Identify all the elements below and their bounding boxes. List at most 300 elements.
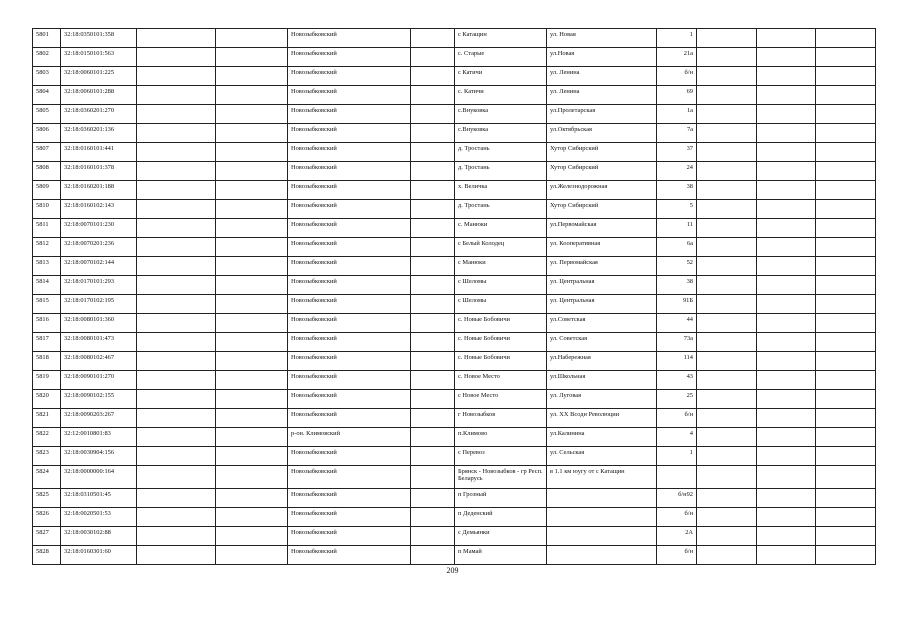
district: р-он. Климовский [288,428,411,447]
empty-cell-a [137,428,216,447]
empty-cell-f [816,105,876,124]
empty-cell-a [137,527,216,546]
empty-cell-e [757,143,816,162]
house-number: 1 [657,29,697,48]
locality: п.Климово [455,428,547,447]
empty-cell-d [697,219,757,238]
cadastral-number: 32:18:0160101:378 [61,162,137,181]
row-number: 5824 [33,466,61,489]
table-row [33,124,876,143]
house-number: б/н92 [657,489,697,508]
empty-cell-e [757,200,816,219]
empty-cell-f [816,162,876,181]
row-number: 5810 [33,200,61,219]
empty-cell-a [137,48,216,67]
cadastral-number: 32:18:0360201:270 [61,105,137,124]
street: ул.Школьная [547,371,657,390]
house-number: 5 [657,200,697,219]
empty-cell-f [816,257,876,276]
district: Новозыбковский [288,447,411,466]
empty-cell-c [411,295,455,314]
empty-cell-c [411,447,455,466]
cadastral-number: 32:18:0350101:358 [61,29,137,48]
street: ул.Пролетарская [547,105,657,124]
empty-cell-b [216,466,288,489]
empty-cell-c [411,527,455,546]
row-number: 5826 [33,508,61,527]
empty-cell-a [137,295,216,314]
empty-cell-b [216,29,288,48]
empty-cell-a [137,489,216,508]
locality: с. Новые Бобовичи [455,333,547,352]
empty-cell-e [757,238,816,257]
empty-cell-a [137,219,216,238]
cadastral-number: 32:18:0090101:270 [61,371,137,390]
locality: п Мамай [455,546,547,565]
empty-cell-c [411,409,455,428]
locality: с Новое Место [455,390,547,409]
table-row [33,466,876,489]
empty-cell-f [816,295,876,314]
locality: с Белый Колодец [455,238,547,257]
table-row [33,143,876,162]
cadastral-number: 32:18:0160101:441 [61,143,137,162]
empty-cell-d [697,29,757,48]
locality: с. Манюки [455,219,547,238]
district: Новозыбковский [288,371,411,390]
empty-cell-f [816,447,876,466]
cadastral-number: 32:18:0070101:230 [61,219,137,238]
empty-cell-c [411,200,455,219]
empty-cell-e [757,181,816,200]
row-number: 5804 [33,86,61,105]
empty-cell-d [697,546,757,565]
row-number: 5814 [33,276,61,295]
empty-cell-b [216,527,288,546]
empty-cell-f [816,333,876,352]
row-number: 5801 [33,29,61,48]
empty-cell-f [816,428,876,447]
empty-cell-b [216,371,288,390]
empty-cell-f [816,527,876,546]
registry-table [32,28,876,565]
table-row [33,371,876,390]
locality: с. Новые Бобовичи [455,314,547,333]
row-number: 5828 [33,546,61,565]
empty-cell-f [816,390,876,409]
locality: с Катащин [455,29,547,48]
house-number: 38 [657,181,697,200]
locality: д. Тростань [455,162,547,181]
empty-cell-b [216,181,288,200]
street [547,546,657,565]
empty-cell-e [757,105,816,124]
empty-cell-a [137,447,216,466]
house-number: 69 [657,86,697,105]
empty-cell-a [137,371,216,390]
cadastral-number: 32:18:0090102:155 [61,390,137,409]
empty-cell-a [137,105,216,124]
table-row [33,546,876,565]
empty-cell-e [757,447,816,466]
empty-cell-a [137,466,216,489]
empty-cell-a [137,86,216,105]
empty-cell-d [697,314,757,333]
empty-cell-a [137,352,216,371]
empty-cell-b [216,508,288,527]
street: ул. Советская [547,333,657,352]
empty-cell-b [216,219,288,238]
street: ул.Набережная [547,352,657,371]
empty-cell-d [697,143,757,162]
district: Новозыбковский [288,162,411,181]
locality: х. Величка [455,181,547,200]
table-row [33,238,876,257]
empty-cell-d [697,257,757,276]
empty-cell-f [816,546,876,565]
table-row [33,105,876,124]
empty-cell-b [216,86,288,105]
cadastral-number: 32:18:0080101:473 [61,333,137,352]
empty-cell-e [757,466,816,489]
street: ул. Центральная [547,295,657,314]
table-row [33,447,876,466]
row-number: 5808 [33,162,61,181]
empty-cell-c [411,219,455,238]
house-number: 52 [657,257,697,276]
row-number: 5818 [33,352,61,371]
empty-cell-d [697,276,757,295]
table-row [33,219,876,238]
cadastral-number: 32:18:0170101:293 [61,276,137,295]
street [547,508,657,527]
empty-cell-c [411,489,455,508]
empty-cell-e [757,352,816,371]
locality: с Шеломы [455,276,547,295]
table-row [33,314,876,333]
house-number: 21а [657,48,697,67]
empty-cell-a [137,29,216,48]
district: Новозыбковский [288,276,411,295]
empty-cell-a [137,546,216,565]
cadastral-number: 32:12:0010801:83 [61,428,137,447]
street: в 1.1 км юугу от с Катащин [547,466,657,489]
empty-cell-e [757,314,816,333]
row-number: 5823 [33,447,61,466]
table-row [33,527,876,546]
street: ул. Первомайская [547,257,657,276]
empty-cell-f [816,29,876,48]
empty-cell-e [757,86,816,105]
district: Новозыбковский [288,143,411,162]
empty-cell-d [697,162,757,181]
house-number: 114 [657,352,697,371]
empty-cell-e [757,257,816,276]
locality: г Новозыбков [455,409,547,428]
empty-cell-f [816,48,876,67]
cadastral-number: 32:18:0160301:60 [61,546,137,565]
registry-body [33,29,876,565]
table-row [33,409,876,428]
district: Новозыбковский [288,333,411,352]
empty-cell-b [216,105,288,124]
street: Хутор Сибирский [547,162,657,181]
locality: с.Внуковка [455,124,547,143]
empty-cell-d [697,409,757,428]
table-row [33,200,876,219]
street: ул. ХХ Всодн Революции [547,409,657,428]
empty-cell-a [137,333,216,352]
district: Новозыбковский [288,546,411,565]
empty-cell-c [411,352,455,371]
table-row [33,67,876,86]
empty-cell-c [411,508,455,527]
table-row [33,48,876,67]
house-number: 37 [657,143,697,162]
locality: с Перевоз [455,447,547,466]
empty-cell-c [411,428,455,447]
locality: п Грозный [455,489,547,508]
empty-cell-c [411,546,455,565]
empty-cell-e [757,29,816,48]
cadastral-number: 32:18:0160201:188 [61,181,137,200]
cadastral-number: 32:18:0080101:360 [61,314,137,333]
empty-cell-e [757,219,816,238]
district: Новозыбковский [288,200,411,219]
street: Хутор Сибирский [547,200,657,219]
empty-cell-a [137,409,216,428]
empty-cell-e [757,276,816,295]
empty-cell-a [137,276,216,295]
empty-cell-c [411,162,455,181]
house-number: 44 [657,314,697,333]
empty-cell-d [697,86,757,105]
district: Новозыбковский [288,67,411,86]
empty-cell-c [411,105,455,124]
empty-cell-b [216,314,288,333]
empty-cell-e [757,162,816,181]
empty-cell-e [757,428,816,447]
street: ул.Новая [547,48,657,67]
district: Новозыбковский [288,105,411,124]
district: Новозыбковский [288,466,411,489]
street: ул. Кооперативная [547,238,657,257]
district: Новозыбковский [288,489,411,508]
empty-cell-f [816,276,876,295]
empty-cell-e [757,409,816,428]
empty-cell-d [697,124,757,143]
street: ул. Ленина [547,67,657,86]
table-row [33,162,876,181]
house-number: 38 [657,276,697,295]
empty-cell-a [137,162,216,181]
empty-cell-d [697,105,757,124]
street: ул.Железнодорожная [547,181,657,200]
table-row [33,352,876,371]
empty-cell-d [697,200,757,219]
locality: с. Новое Место [455,371,547,390]
house-number: б/н [657,546,697,565]
cadastral-number: 32:18:0000000:164 [61,466,137,489]
street: ул. Сельская [547,447,657,466]
empty-cell-d [697,489,757,508]
empty-cell-f [816,352,876,371]
house-number: 91Б [657,295,697,314]
empty-cell-a [137,238,216,257]
district: Новозыбковский [288,238,411,257]
registry-sheet [32,28,875,565]
empty-cell-d [697,352,757,371]
empty-cell-b [216,489,288,508]
empty-cell-b [216,48,288,67]
street: ул. Ленина [547,86,657,105]
empty-cell-c [411,124,455,143]
district: Новозыбковский [288,508,411,527]
district: Новозыбковский [288,314,411,333]
empty-cell-e [757,489,816,508]
empty-cell-b [216,143,288,162]
cadastral-number: 32:18:0080102:467 [61,352,137,371]
row-number: 5809 [33,181,61,200]
empty-cell-b [216,276,288,295]
row-number: 5802 [33,48,61,67]
house-number: б/н [657,508,697,527]
district: Новозыбковский [288,390,411,409]
house-number: 1а [657,105,697,124]
locality: с Шеломы [455,295,547,314]
street: ул. Центральная [547,276,657,295]
empty-cell-c [411,466,455,489]
house-number: 25 [657,390,697,409]
empty-cell-d [697,466,757,489]
table-row [33,333,876,352]
row-number: 5803 [33,67,61,86]
cadastral-number: 32:18:0020501:53 [61,508,137,527]
empty-cell-e [757,527,816,546]
table-row [33,428,876,447]
empty-cell-b [216,390,288,409]
locality: с. Новые Бобовичи [455,352,547,371]
cadastral-number: 32:18:0170102:195 [61,295,137,314]
empty-cell-b [216,409,288,428]
house-number: 11 [657,219,697,238]
empty-cell-e [757,508,816,527]
house-number: 2А [657,527,697,546]
cadastral-number: 32:18:0060101:225 [61,67,137,86]
table-row [33,295,876,314]
empty-cell-f [816,86,876,105]
locality: с Манюки [455,257,547,276]
district: Новозыбковский [288,86,411,105]
street: ул. Новая [547,29,657,48]
empty-cell-c [411,371,455,390]
locality: д. Тростань [455,200,547,219]
district: Новозыбковский [288,352,411,371]
empty-cell-c [411,67,455,86]
empty-cell-e [757,371,816,390]
house-number: 7а [657,124,697,143]
empty-cell-d [697,238,757,257]
row-number: 5819 [33,371,61,390]
locality: с.Внуковка [455,105,547,124]
house-number: 1 [657,447,697,466]
empty-cell-f [816,143,876,162]
house-number: 6а [657,238,697,257]
empty-cell-b [216,162,288,181]
row-number: 5817 [33,333,61,352]
district: Новозыбковский [288,181,411,200]
empty-cell-f [816,314,876,333]
empty-cell-b [216,352,288,371]
street: ул.Октябрьская [547,124,657,143]
empty-cell-e [757,67,816,86]
empty-cell-e [757,124,816,143]
row-number: 5827 [33,527,61,546]
empty-cell-a [137,508,216,527]
street: ул.Советская [547,314,657,333]
empty-cell-b [216,257,288,276]
empty-cell-b [216,428,288,447]
empty-cell-a [137,314,216,333]
table-row [33,276,876,295]
house-number: 43 [657,371,697,390]
empty-cell-c [411,333,455,352]
empty-cell-f [816,67,876,86]
cadastral-number: 32:18:0310501:45 [61,489,137,508]
empty-cell-a [137,67,216,86]
row-number: 5815 [33,295,61,314]
empty-cell-c [411,143,455,162]
empty-cell-f [816,489,876,508]
house-number: б/н [657,67,697,86]
empty-cell-e [757,295,816,314]
empty-cell-c [411,257,455,276]
cadastral-number: 32:18:0060101:288 [61,86,137,105]
empty-cell-f [816,181,876,200]
cadastral-number: 32:18:0150101:563 [61,48,137,67]
empty-cell-f [816,219,876,238]
empty-cell-f [816,238,876,257]
empty-cell-b [216,67,288,86]
empty-cell-d [697,295,757,314]
row-number: 5825 [33,489,61,508]
table-row [33,86,876,105]
district: Новозыбковский [288,48,411,67]
empty-cell-b [216,238,288,257]
cadastral-number: 32:18:0160102:143 [61,200,137,219]
empty-cell-f [816,200,876,219]
table-row [33,489,876,508]
street [547,489,657,508]
empty-cell-b [216,447,288,466]
empty-cell-f [816,466,876,489]
empty-cell-f [816,508,876,527]
street [547,527,657,546]
locality: Брянск - Новозыбков - гр Респ. Беларусь [455,466,547,489]
table-row [33,257,876,276]
empty-cell-f [816,371,876,390]
empty-cell-b [216,200,288,219]
table-row [33,390,876,409]
empty-cell-b [216,546,288,565]
house-number: 4 [657,428,697,447]
locality: с Катичи [455,67,547,86]
empty-cell-a [137,390,216,409]
empty-cell-c [411,48,455,67]
empty-cell-a [137,257,216,276]
empty-cell-d [697,390,757,409]
empty-cell-c [411,86,455,105]
